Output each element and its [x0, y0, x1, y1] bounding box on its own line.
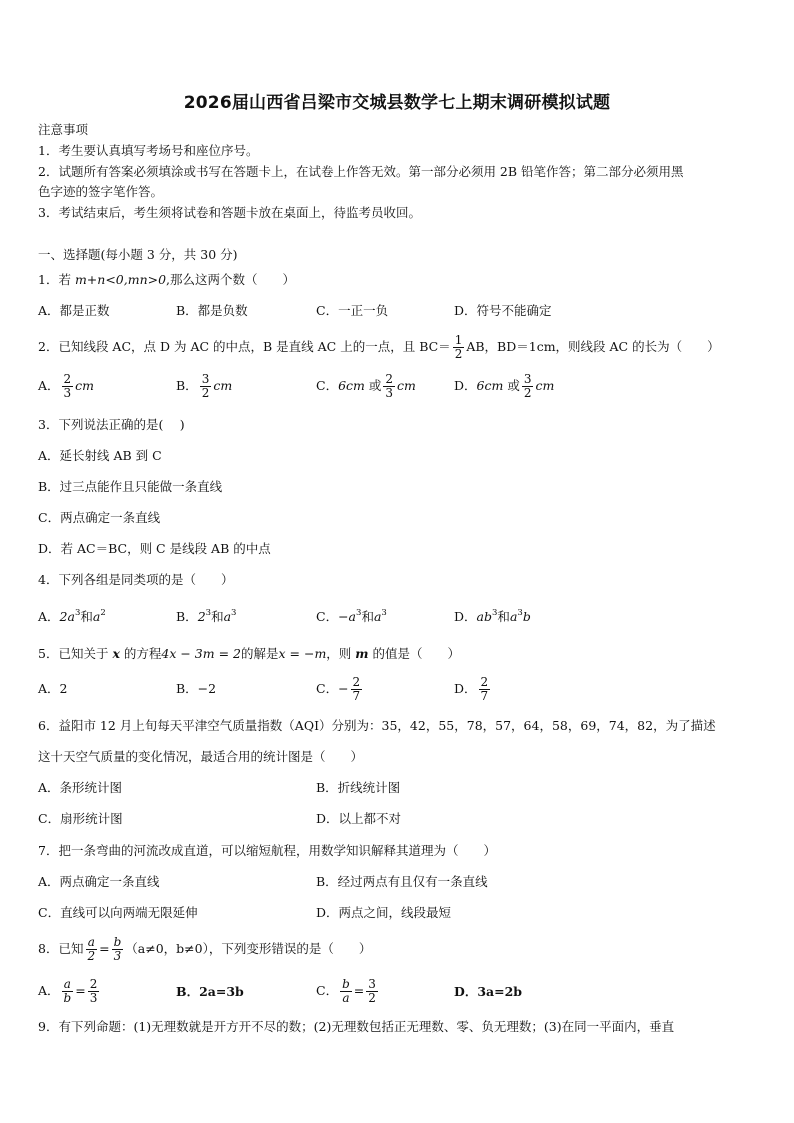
q5-stem-post: 的值是（ ） [368, 646, 460, 661]
q8-a-frac-2 [88, 978, 100, 1005]
q4-option-d[interactable] [454, 609, 531, 625]
q2-c-pre: 6cm [338, 378, 365, 393]
q5-var-m: m [355, 646, 369, 661]
q8-c-f2-den: 2 [368, 991, 376, 1005]
q8-c-f1-num: b [342, 977, 350, 991]
q5-stem-mid2: 的解是 [240, 646, 279, 661]
q2-a-num: 2 [63, 372, 72, 386]
q2-c-label: C． [316, 378, 339, 393]
q2-c-num: 2 [385, 372, 394, 386]
q8-a-f1-den: b [63, 991, 72, 1005]
q2-option-c[interactable] [316, 371, 416, 401]
q4-c-term1: −a [338, 609, 357, 624]
notice-item-2-cont: 色字迹的签字笔作答。 [38, 184, 164, 199]
q4-c-exp1: 3 [356, 608, 362, 618]
q4-b-exp2: 3 [231, 608, 237, 618]
q5-c-den: 7 [352, 689, 361, 703]
q2-a-unit: cm [75, 378, 95, 393]
q5-option-c[interactable] [316, 674, 364, 704]
q5-option-d[interactable] [454, 674, 492, 704]
q8-frac-2 [112, 936, 124, 963]
q1-stem-post: ,那么这两个数（ ） [166, 272, 296, 287]
q5-d-label: D． [454, 681, 477, 696]
q6-option-c[interactable]: C．扇形统计图 [38, 811, 123, 826]
q2-b-den: 2 [201, 386, 210, 400]
q8-option-d[interactable]: D．3a=2b [454, 984, 523, 999]
q2-option-d[interactable] [454, 371, 554, 401]
q2-fraction [453, 334, 465, 361]
q2-c-den: 3 [385, 386, 394, 400]
q4-a-exp1: 3 [74, 608, 81, 618]
q4-d-label: D． [454, 609, 477, 624]
q8-a-f1-num: a [63, 977, 71, 991]
q5-c-label: C．− [316, 681, 349, 696]
q4-option-b[interactable] [176, 609, 236, 625]
notice-item-3: 3．考试结束后，考生须将试卷和答题卡放在桌面上，待监考员收回。 [38, 205, 421, 220]
q2-d-den: 2 [523, 386, 532, 400]
q2-d-pre: 6cm [476, 378, 504, 393]
q1-stem-pre: 1．若 [38, 272, 75, 287]
q1-option-a[interactable]: A．都是正数 [38, 303, 110, 318]
q8-c-f2-num: 3 [368, 977, 376, 991]
q4-b-and: 和 [211, 609, 224, 624]
q2-c-fraction [383, 373, 395, 400]
question-3: 3．下列说法正确的是( ) [38, 417, 185, 432]
q2-frac-den: 2 [454, 347, 463, 361]
q6-option-d[interactable]: D．以上都不对 [316, 811, 402, 826]
q8-c-frac-2 [366, 978, 378, 1005]
q2-d-unit: cm [535, 378, 555, 393]
question-6-line-2: 这十天空气质量的变化情况，最适合用的统计图是（ ） [38, 749, 364, 764]
q2-option-b[interactable] [176, 371, 232, 401]
q4-d-exp2: 3 [517, 608, 523, 618]
q8-equals: = [99, 941, 110, 956]
q1-expression: m+n<0,mn>0 [74, 272, 167, 287]
q4-a-term2: a [92, 609, 101, 624]
q5-option-a[interactable]: A．2 [38, 681, 68, 696]
q1-option-b[interactable]: B．都是负数 [176, 303, 248, 318]
question-5 [38, 646, 460, 662]
q2-d-fraction [522, 373, 534, 400]
q2-d-num: 3 [523, 372, 532, 386]
q4-c-and: 和 [361, 609, 374, 624]
q5-c-num: 2 [352, 675, 361, 689]
q8-stem-post: （a≠0，b≠0），下列变形错误的是（ ） [125, 941, 372, 956]
q2-b-label: B． [176, 378, 198, 393]
q2-b-num: 3 [201, 372, 210, 386]
q5-stem-mid3: ，则 [326, 646, 356, 661]
q3-option-a[interactable]: A．延长射线 AB 到 C [38, 448, 162, 463]
q7-option-c[interactable]: C．直线可以向两端无限延伸 [38, 905, 198, 920]
q8-f1-num: a [87, 935, 95, 949]
q3-option-d[interactable]: D．若 AC＝BC，则 C 是线段 AB 的中点 [38, 541, 271, 556]
q5-solution: x = −m [278, 646, 327, 661]
question-8 [38, 934, 371, 964]
q4-b-term1: 2 [197, 609, 206, 624]
q2-d-label: D． [454, 378, 477, 393]
q4-a-and: 和 [80, 609, 93, 624]
q7-option-a[interactable]: A．两点确定一条直线 [38, 874, 160, 889]
q5-equation: 4x − 3m = 2 [161, 646, 241, 661]
q4-d-term3: b [522, 609, 531, 624]
q8-a-equals: = [75, 983, 86, 998]
q4-a-term1: 2a [59, 609, 75, 624]
q8-a-f2-den: 3 [89, 991, 98, 1005]
q8-f2-den: 3 [113, 949, 122, 963]
q7-option-d[interactable]: D．两点之间，线段最短 [316, 905, 452, 920]
q6-option-b[interactable]: B．折线统计图 [316, 780, 401, 795]
q5-option-b[interactable]: B．−2 [176, 681, 217, 696]
question-2 [38, 332, 720, 362]
section-heading: 一、选择题(每小题 3 分，共 30 分) [38, 247, 238, 262]
q2-a-fraction [62, 373, 74, 400]
question-6-line-1: 6．益阳市 12 月上旬每天平津空气质量指数（AQI）分别为：35，42，55，78，57，64，58，69，74，82，为了描述 [38, 718, 716, 733]
q4-b-term2: a [223, 609, 232, 624]
q4-b-label: B． [176, 609, 198, 624]
q4-b-exp1: 3 [205, 608, 212, 618]
q5-var-x: x [112, 646, 120, 661]
q2-option-a[interactable] [38, 371, 94, 401]
q2-frac-num: 1 [454, 333, 463, 347]
q2-c-unit: cm [397, 378, 416, 393]
q8-c-equals: = [353, 983, 365, 998]
notice-item-1: 1．考生要认真填写考场号和座位序号。 [38, 143, 259, 158]
q4-d-and: 和 [497, 609, 510, 624]
q4-c-exp2: 3 [381, 608, 387, 618]
q8-option-c[interactable] [316, 976, 380, 1006]
q4-d-term2: a [509, 609, 518, 624]
q5-d-fraction [479, 676, 491, 703]
q8-c-frac-1 [340, 978, 352, 1005]
question-4: 4．下列各组是同类项的是（ ） [38, 572, 234, 587]
q2-c-or: 或 [364, 378, 382, 393]
q5-stem-pre: 5．已知关于 [38, 646, 113, 661]
q4-d-exp1: 3 [492, 608, 498, 618]
q2-a-den: 3 [63, 386, 72, 400]
q8-stem-pre: 8．已知 [38, 941, 84, 956]
question-1 [38, 272, 295, 288]
q2-d-or: 或 [503, 378, 520, 393]
q8-option-a[interactable] [38, 976, 101, 1006]
q4-a-exp2: 2 [100, 608, 106, 618]
q5-d-num: 2 [480, 675, 489, 689]
notice-heading: 注意事项 [38, 122, 89, 137]
q3-option-b[interactable]: B．过三点能作且只能做一条直线 [38, 479, 223, 494]
q4-option-c[interactable] [316, 609, 387, 625]
q2-b-unit: cm [213, 378, 233, 393]
question-9-line-1: 9．有下列命题：(1)无理数就是开方开不尽的数；(2)无理数包括正无理数、零、负无理数；(3)在同一平面内，垂直 [38, 1019, 675, 1034]
q5-stem-mid: 的方程 [119, 646, 162, 661]
page-title: 2026届山西省吕梁市交城县数学七上期末调研模拟试题 [183, 93, 611, 113]
q2-stem-post: AB，BD＝1cm，则线段 AC 的长为（ ） [466, 339, 720, 354]
q2-stem-pre: 2．已知线段 AC，点 D 为 AC 的中点，B 是直线 AC 上的一点，且 BC＝ [38, 339, 451, 354]
q4-c-term2: a [373, 609, 382, 624]
q8-c-f1-den: a [342, 991, 350, 1005]
q7-option-b[interactable]: B．经过两点有且仅有一条直线 [316, 874, 488, 889]
q4-d-term1: ab [476, 609, 492, 624]
q2-b-fraction [200, 373, 212, 400]
q8-a-frac-1 [62, 978, 74, 1005]
q8-c-label: C． [316, 983, 339, 998]
q8-option-b[interactable]: B．2a=3b [176, 984, 244, 999]
q8-f2-num: b [113, 935, 122, 949]
q4-option-a[interactable] [38, 609, 106, 625]
q1-option-c[interactable]: C．一正一负 [316, 303, 389, 318]
q8-frac-1 [85, 936, 97, 963]
q3-option-c[interactable]: C．两点确定一条直线 [38, 510, 161, 525]
q8-a-label: A． [38, 983, 60, 998]
notice-item-2: 2．试题所有答案必须填涂或书写在答题卡上，在试卷上作答无效。第一部分必须用 2B 铅笔作答；第二部分必须用黑 [38, 164, 684, 179]
q8-a-f2-num: 2 [89, 977, 98, 991]
q6-option-a[interactable]: A．条形统计图 [38, 780, 123, 795]
q1-option-d[interactable]: D．符号不能确定 [454, 303, 552, 318]
q5-d-den: 7 [480, 689, 489, 703]
q4-a-label: A． [38, 609, 60, 624]
q4-c-label: C． [316, 609, 339, 624]
question-7: 7．把一条弯曲的河流改成直道，可以缩短航程，用数学知识解释其道理为（ ） [38, 843, 496, 858]
q8-f1-den: 2 [87, 949, 96, 963]
q5-c-fraction [351, 676, 363, 703]
q2-a-label: A． [38, 378, 60, 393]
